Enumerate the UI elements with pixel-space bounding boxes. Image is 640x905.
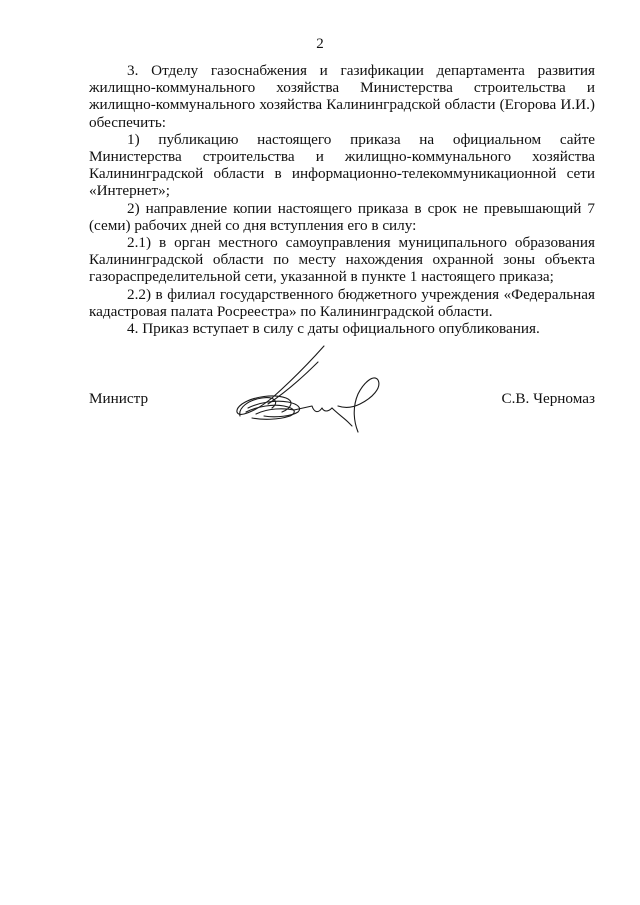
- page-number: 2: [316, 36, 324, 52]
- paragraph-item-3: 3. Отделу газоснабжения и газификации департамента развития жилищно-коммунального хозяйства Министерства строительства и жилищно-коммунального хозяйства Калининградской области (Егорова И.И.) обеспечить:: [89, 62, 595, 131]
- paragraph-subitem-2-2: 2.2) в филиал государственного бюджетного учреждения «Федеральная кадастровая палата Росреестра» по Калининградской области.: [89, 285, 595, 320]
- document-body: [89, 62, 595, 337]
- paragraph-item-4: 4. Приказ вступает в силу с даты официального опубликования.: [127, 320, 540, 338]
- paragraph-subitem-2: 2) направление копии настоящего приказа в срок не превышающий 7 (семи) рабочих дней со дня вступления его в силу:: [89, 199, 595, 234]
- signer-name: С.В. Черномаз: [501, 390, 595, 407]
- paragraph-subitem-1: 1) публикацию настоящего приказа на официальном сайте Министерства строительства и жилищно-коммунального хозяйства Калининградской области в информационно-телекоммуникационной сети «Интернет»;: [89, 130, 595, 200]
- paragraph-subitem-2-1: 2.1) в орган местного самоуправления муниципального образования Калининградской области по месту нахождения охранной зоны объекта газораспределительной сети, указанной в пункте 1 настоящего приказа;: [89, 234, 595, 286]
- signer-title: Министр: [89, 390, 149, 407]
- handwritten-signature: [228, 342, 388, 434]
